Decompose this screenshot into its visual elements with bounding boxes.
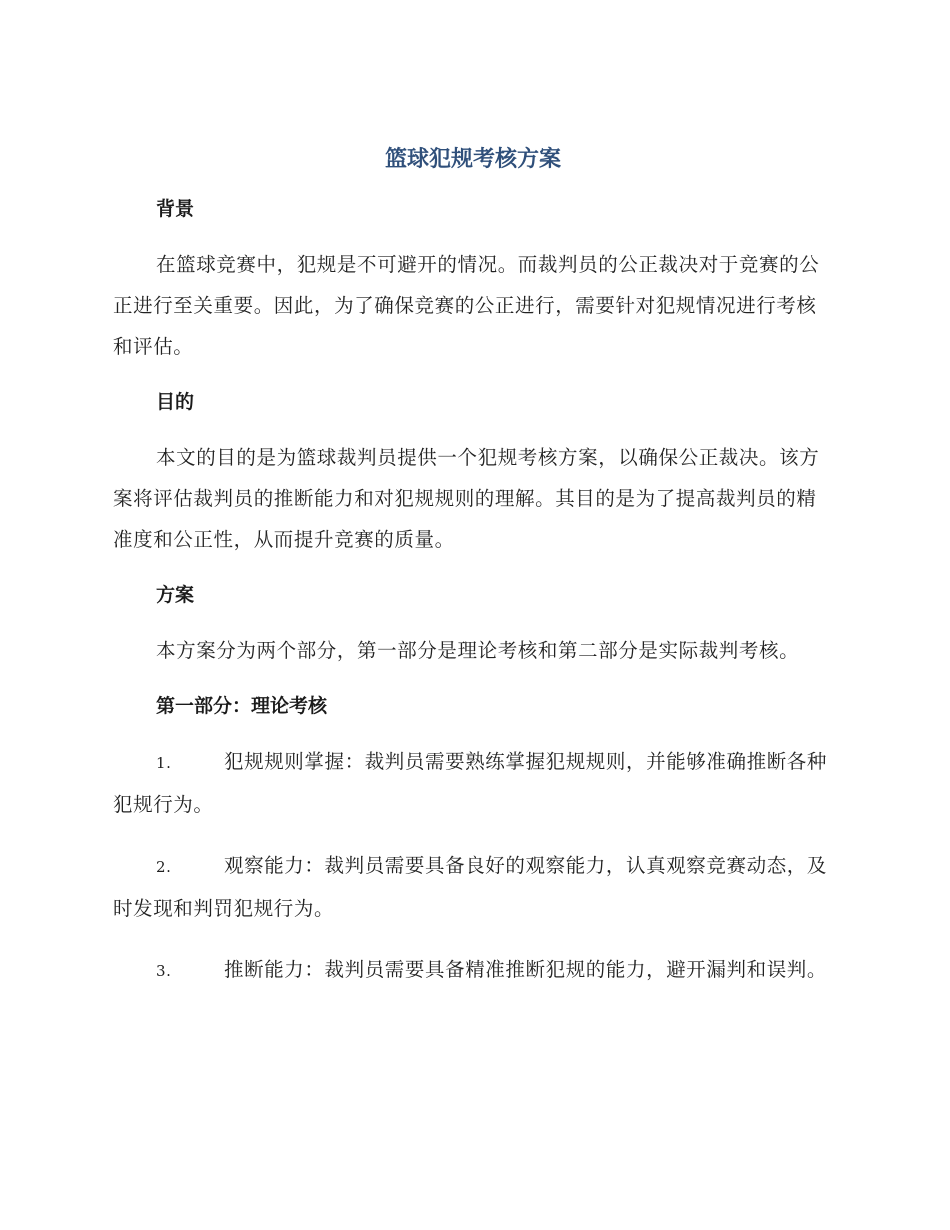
list-item-number: 2.	[156, 858, 172, 876]
section-paragraph-plan: 本方案分为两个部分，第一部分是理论考核和第二部分是实际裁判考核。	[156, 639, 800, 662]
list-item-number: 1.	[156, 754, 172, 772]
list-item	[113, 845, 833, 929]
list-item-text: 观察能力：裁判员需要具备良好的观察能力，认真观察竞赛动态，及时发现和判罚犯规行为。	[113, 854, 828, 920]
section-heading-purpose: 目的	[156, 391, 195, 413]
section-heading-plan: 方案	[156, 584, 195, 606]
document-title: 篮球犯规考核方案	[384, 147, 561, 172]
list-item	[113, 949, 833, 992]
section-paragraph-purpose: 本文的目的是为篮球裁判员提供一个犯规考核方案，以确保公正裁决。该方案将评估裁判员的推断能力和对犯规规则的理解。其目的是为了提高裁判员的精准度和公正性，从而提升竞赛的质量。	[113, 446, 820, 551]
list-item-number: 3.	[156, 962, 172, 980]
list-item-text: 犯规规则掌握：裁判员需要熟练掌握犯规规则，并能够准确推断各种犯规行为。	[113, 750, 828, 816]
list-item	[113, 741, 833, 825]
section-paragraph-background: 在篮球竞赛中，犯规是不可避开的情况。而裁判员的公正裁决对于竞赛的公正进行至关重要。因此，为了确保竞赛的公正进行，需要针对犯规情况进行考核和评估。	[113, 253, 820, 358]
list-item-text: 推断能力：裁判员需要具备精准推断犯规的能力，避开漏判和误判。	[224, 958, 828, 981]
section-heading-background: 背景	[156, 198, 195, 220]
document-body	[113, 140, 833, 992]
section-heading-theory-exam: 第一部分：理论考核	[156, 695, 328, 717]
